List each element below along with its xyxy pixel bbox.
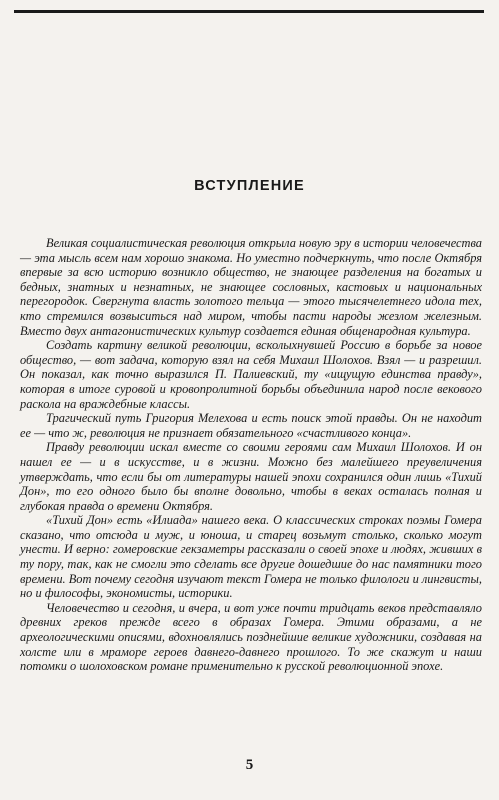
body-text xyxy=(20,236,482,674)
paragraph-2: Создать картину великой революции, всколыхнувшей Россию в борьбе за новое общество, — вот задача, которую взял на себя Михаил Шолохов. Взял — и разрешил. Он показал, как точно выразился П. Палиевский, ту «ищущую единства правду», которая в итоге суровой и кровопролитной борьбы объединила народ после векового раскола на враждебные классы. xyxy=(20,338,482,411)
top-rule xyxy=(14,10,484,13)
page-number: 5 xyxy=(245,757,254,773)
paragraph-1: Великая социалистическая революция открыла новую эру в истории человечества — эта мысль всем нам хорошо знакома. Но уместно подчеркнуть, что после Октября впервые за всю историю возникло общество, не знающее разделения на богатых и бедных, знатных и незнатных, не знающее сословных, кастовых и национальных перегородок. Свергнута власть золотого тельца — этого тысячелетнего идола тех, кто стремился возвыситься над миром, чтобы пасти народы жезлом железным. Вместо двух антагонистических культур создается единая общенародная культура. xyxy=(20,236,482,338)
paragraph-4: Правду революции искал вместе со своими героями сам Михаил Шолохов. И он нашел ее — и в искусстве, и в жизни. Можно без малейшего преувеличения утверждать, что если бы от литературы нашей эпохи сохранился один лишь «Тихий Дон», то его одного было бы вполне довольно, чтобы в веках осталась полная и глубокая правда о времени Октября. xyxy=(20,440,482,513)
paragraph-3: Трагический путь Григория Мелехова и есть поиск этой правды. Он не находит ее — что ж, революция не признает обязательного «счастливого конца». xyxy=(20,411,482,440)
paragraph-5: «Тихий Дон» есть «Илиада» нашего века. О классических строках поэмы Гомера сказано, что отсюда и муж, и юноша, и старец возьмут столько, сколько могут унести. И верно: гомеровские гекзаметры рассказали о своей эпохе и людях, живших в ту пору, так, как не смогли это сделать все другие дошедшие до нас памятники того времени. Вот почему сегодня изучают текст Гомера не только филологи и лингвисты, но и философы, экономисты, историки. xyxy=(20,513,482,601)
paragraph-6: Человечество и сегодня, и вчера, и вот уже почти тридцать веков представляло древних греков прежде всего в образах Гомера. Этими образами, а не археологическими описями, вдохновлялись позднейшие великие художники, создавая на холсте или в мраморе героев давнего-давнего прошлого. То же скажут и наши потомки о шолоховском романе применительно к русской революционной эпохе. xyxy=(20,600,482,674)
chapter-heading: ВСТУПЛЕНИЕ xyxy=(194,178,305,194)
